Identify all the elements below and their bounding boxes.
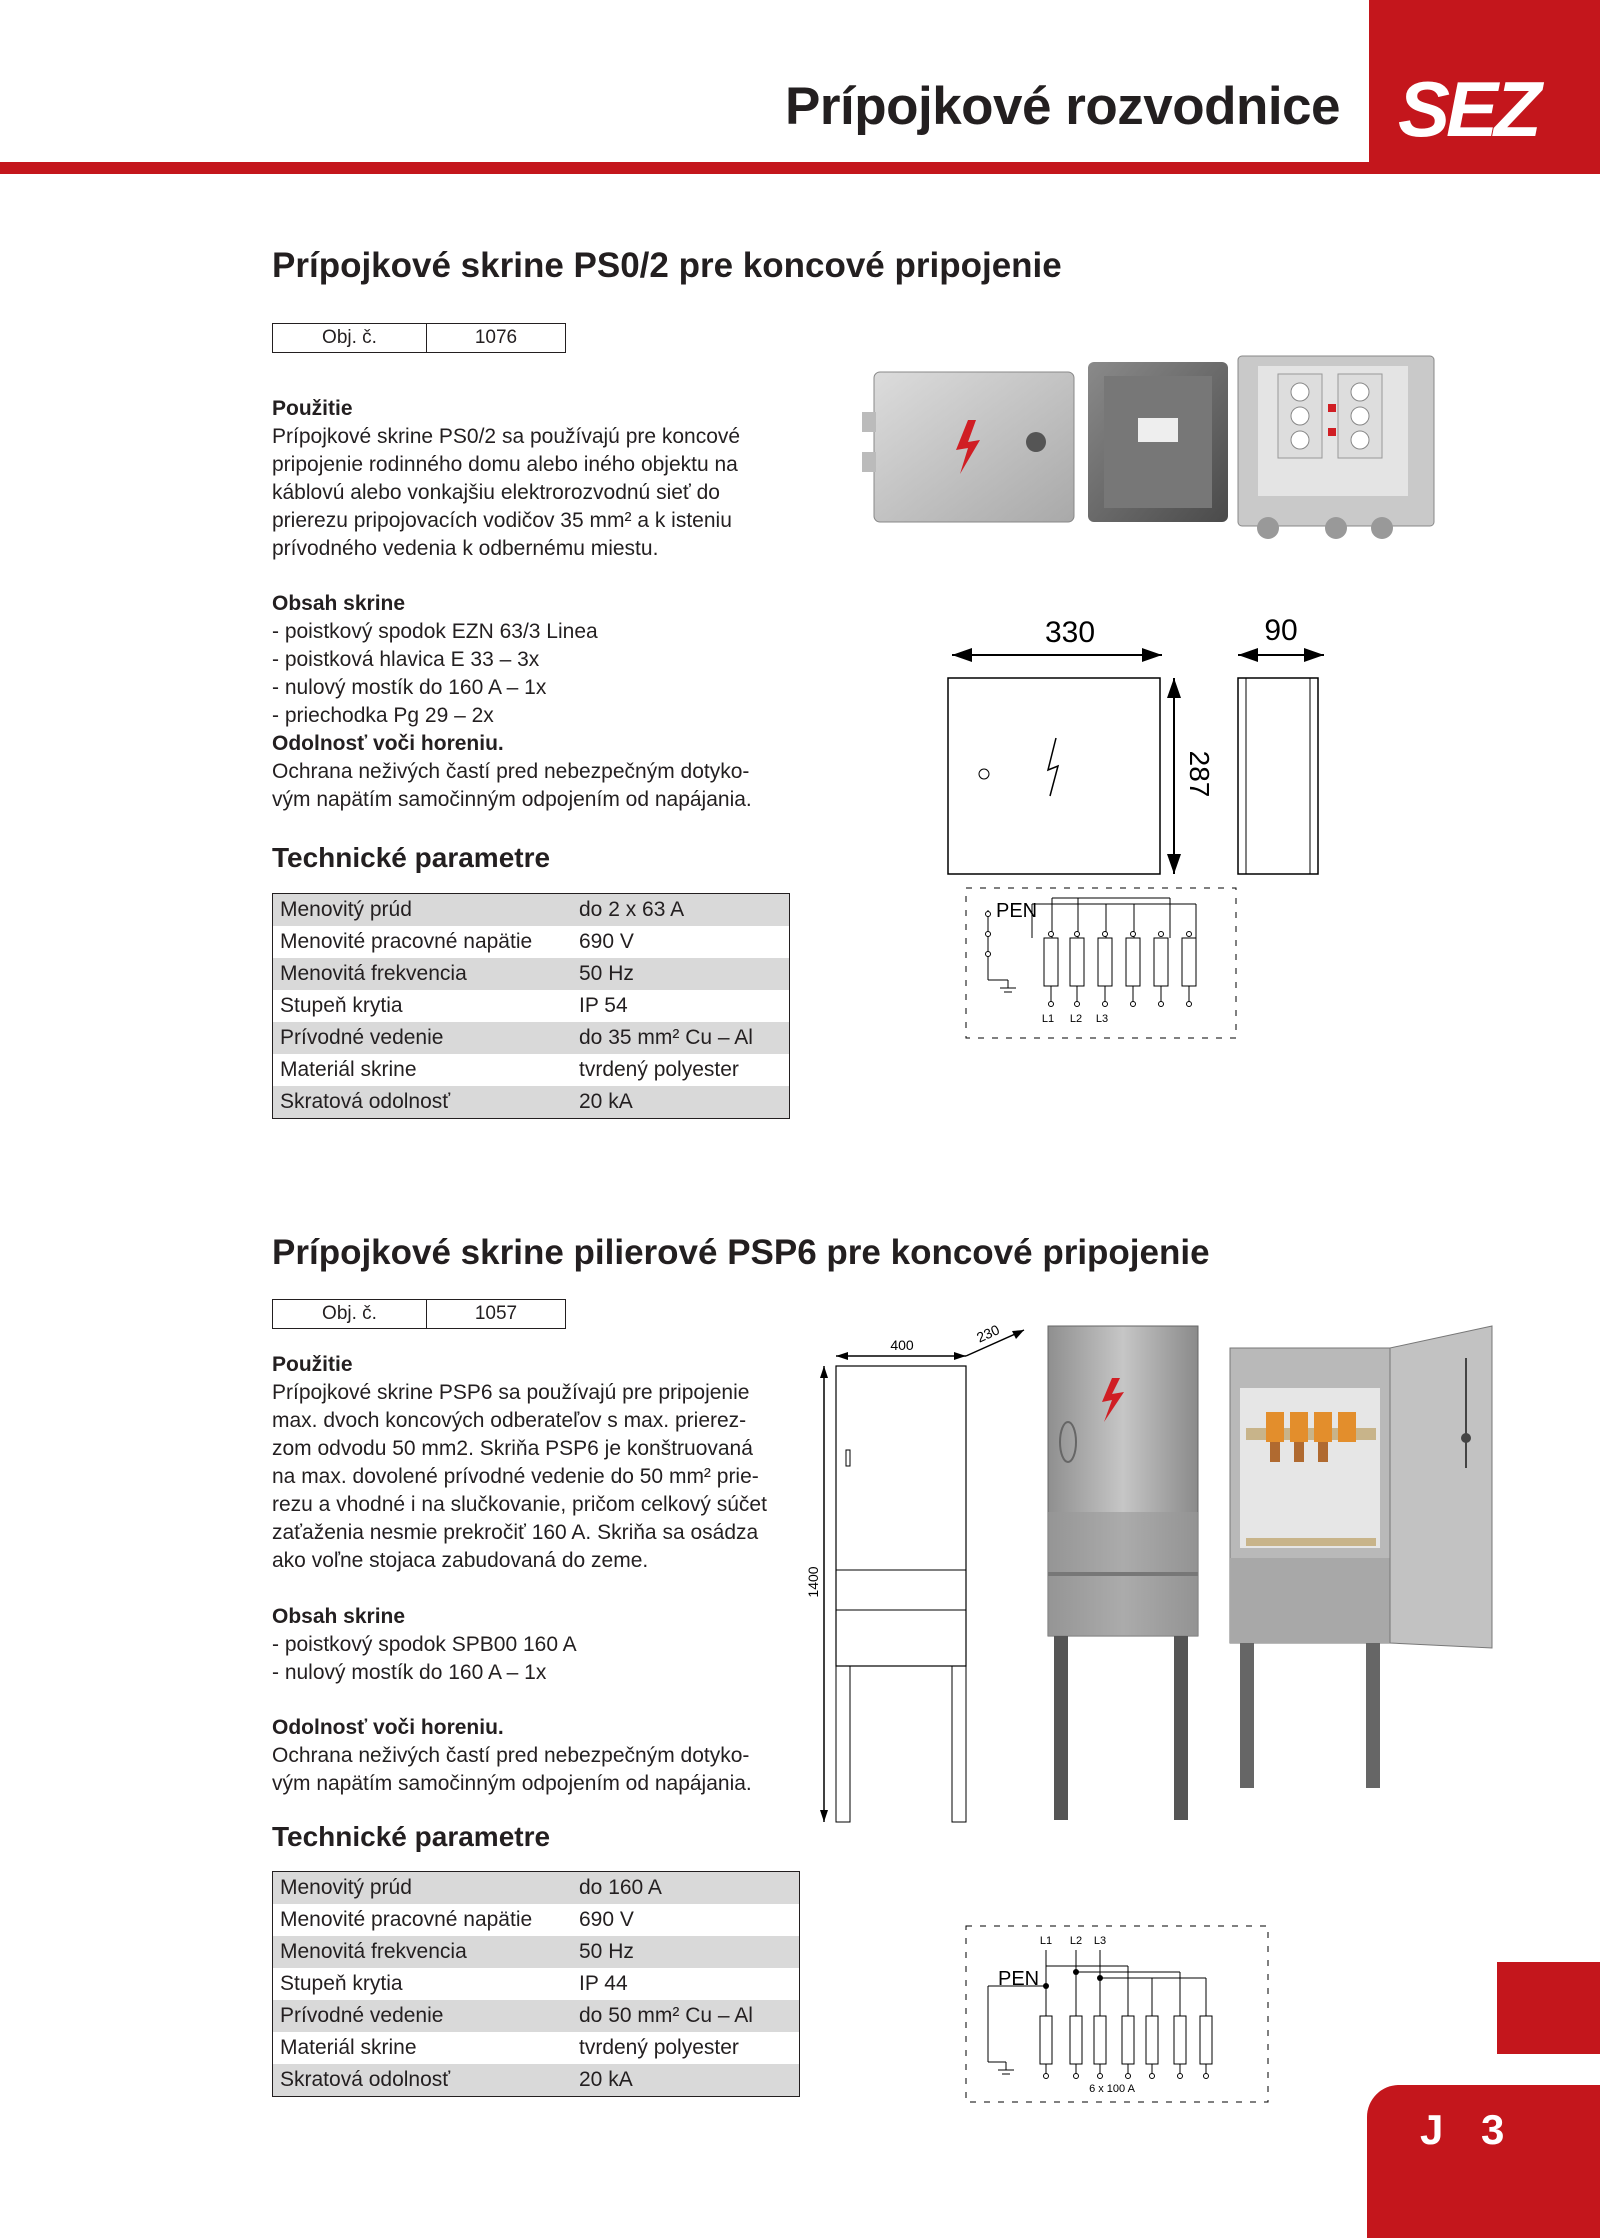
table-row bbox=[273, 926, 790, 958]
section1-title: Prípojkové skrine PS0/2 pre koncové pripojenie bbox=[272, 246, 1062, 285]
param-name: Menovitý prúd bbox=[273, 1872, 573, 1905]
depth-label: 230 bbox=[974, 1321, 1002, 1346]
param-name: Menovitá frekvencia bbox=[273, 1936, 573, 1968]
list-item: - nulový mostík do 160 A – 1x bbox=[272, 1659, 812, 1687]
section1-contents bbox=[272, 590, 812, 814]
param-value: do 160 A bbox=[572, 1872, 800, 1905]
param-name: Menovité pracovné napätie bbox=[280, 1908, 533, 1931]
usage-line: Prípojkové skrine PSP6 sa používajú pre pripojenie bbox=[272, 1381, 750, 1404]
usage-line: max. dvoch koncových odberateľov s max. prierez- bbox=[272, 1409, 747, 1432]
usage-line: Prípojkové skrine PS0/2 sa používajú pre koncové bbox=[272, 425, 741, 448]
fire-heading: Odolnosť voči horeniu. bbox=[272, 732, 504, 755]
section1-product-photo bbox=[858, 352, 1440, 548]
section2-params-table bbox=[272, 1871, 800, 2097]
param-name: Prívodné vedenie bbox=[273, 2000, 573, 2032]
table-row bbox=[273, 1872, 800, 1905]
sez-logo: SEZ bbox=[1398, 65, 1538, 153]
table-row bbox=[273, 2064, 800, 2097]
list-item: - priechodka Pg 29 – 2x bbox=[272, 702, 812, 730]
section1-dimension-drawing bbox=[936, 610, 1336, 880]
usage-line: zaťaženia nesmie prekročiť 160 A. Skriňa sa osádza bbox=[272, 1521, 759, 1544]
param-name: Stupeň krytia bbox=[280, 994, 403, 1017]
list-item: - poistkový spodok SPB00 160 A bbox=[272, 1631, 812, 1659]
param-name: Menovité pracovné napätie bbox=[280, 930, 533, 953]
contents-heading: Obsah skrine bbox=[272, 592, 406, 615]
table-row bbox=[273, 1936, 800, 1968]
fire-line: vým napätím samočinným odpojením od napájania. bbox=[272, 1772, 752, 1795]
table-row bbox=[273, 958, 790, 990]
param-value: 50 Hz bbox=[572, 958, 790, 990]
phase-label: L2 bbox=[1069, 1013, 1083, 1025]
width-label: 330 bbox=[1044, 616, 1096, 649]
usage-line: káblovú alebo vonkajšiu elektrorozvodnú sieť do bbox=[272, 481, 720, 504]
section2-title: Prípojkové skrine pilierové PSP6 pre koncové pripojenie bbox=[272, 1233, 1210, 1272]
usage-heading: Použitie bbox=[272, 397, 353, 420]
param-value: do 35 mm² Cu – Al bbox=[572, 1022, 790, 1054]
param-name: Menovitá frekvencia bbox=[273, 958, 573, 990]
param-name: Materiál skrine bbox=[280, 2036, 417, 2059]
height-label: 1400 bbox=[805, 1566, 821, 1598]
param-value: IP 54 bbox=[579, 994, 628, 1017]
usage-line: zom odvodu 50 mm2. Skriňa PSP6 je konštruovaná bbox=[272, 1437, 753, 1460]
fire-line: Ochrana neživých častí pred nebezpečným dotyko- bbox=[272, 1744, 750, 1767]
section2-open-cabinet-photo bbox=[1226, 1318, 1496, 1794]
page-number bbox=[1420, 2106, 1506, 2154]
table-row bbox=[273, 894, 790, 927]
fuse-label: 6 x 100 A bbox=[1089, 2083, 1135, 2095]
table-row bbox=[273, 1022, 790, 1054]
usage-line: rezu a vhodné i na slučkovanie, pričom celkový súčet bbox=[272, 1493, 767, 1516]
param-name: Skratová odolnosť bbox=[273, 2064, 573, 2097]
phase-label: L1 bbox=[1039, 1935, 1053, 1947]
param-value: 20 kA bbox=[572, 2064, 800, 2097]
section1-params-heading: Technické parametre bbox=[272, 842, 551, 873]
param-value: IP 44 bbox=[579, 1972, 628, 1995]
param-value: 50 Hz bbox=[572, 1936, 800, 1968]
order-value: 1057 bbox=[474, 1303, 518, 1324]
usage-line: prívodného vedenia k odbernému miestu. bbox=[272, 537, 659, 560]
param-value: do 2 x 63 A bbox=[572, 894, 790, 927]
order-value: 1076 bbox=[474, 327, 518, 348]
table-row bbox=[273, 1904, 800, 1936]
phase-label: L1 bbox=[1041, 1013, 1055, 1025]
pen-label: PEN bbox=[998, 1968, 1040, 1990]
section1-usage bbox=[272, 395, 792, 563]
section1-order-number bbox=[272, 323, 566, 353]
param-value: tvrdený polyester bbox=[579, 2036, 739, 2059]
pen-label: PEN bbox=[996, 900, 1038, 922]
table-row bbox=[273, 2032, 800, 2064]
fire-line: vým napätím samočinným odpojením od napájania. bbox=[272, 788, 752, 811]
contents-heading: Obsah skrine bbox=[272, 1605, 406, 1628]
list-item: - nulový mostík do 160 A – 1x bbox=[272, 674, 812, 702]
table-row bbox=[273, 1086, 790, 1119]
section2-closed-cabinet-photo bbox=[1044, 1322, 1204, 1826]
usage-line: pripojenie rodinného domu alebo iného objektu na bbox=[272, 453, 738, 476]
page-title: Prípojkové rozvodnice bbox=[785, 77, 1340, 136]
table-row bbox=[273, 1968, 800, 2000]
order-label: Obj. č. bbox=[273, 1300, 427, 1328]
section2-dimension-drawing bbox=[805, 1310, 1030, 1830]
usage-line: na max. dovolené prívodné vedenie do 50 mm² prie- bbox=[272, 1465, 759, 1488]
section1-params-table bbox=[272, 893, 790, 1119]
header-rule bbox=[0, 162, 1600, 174]
fire-heading: Odolnosť voči horeniu. bbox=[272, 1716, 504, 1739]
phase-label: L3 bbox=[1095, 1013, 1109, 1025]
order-label: Obj. č. bbox=[273, 324, 427, 352]
height-label: 287 bbox=[1184, 750, 1215, 798]
param-value: tvrdený polyester bbox=[579, 1058, 739, 1081]
width-label: 400 bbox=[890, 1337, 914, 1353]
depth-label: 90 bbox=[1264, 614, 1298, 647]
side-tab bbox=[1497, 1962, 1600, 2054]
phase-label: L2 bbox=[1069, 1935, 1083, 1947]
section-letter: J bbox=[1420, 2106, 1446, 2153]
list-item: - poistková hlavica E 33 – 3x bbox=[272, 646, 812, 674]
usage-line: prierezu pripojovacích vodičov 35 mm² a k isteniu bbox=[272, 509, 732, 532]
section2-order-number bbox=[272, 1299, 566, 1329]
table-row bbox=[273, 1054, 790, 1086]
phase-label: L3 bbox=[1093, 1935, 1107, 1947]
section2-contents bbox=[272, 1603, 812, 1687]
param-value: 690 V bbox=[579, 930, 634, 953]
table-row bbox=[273, 2000, 800, 2032]
list-item: - poistkový spodok EZN 63/3 Linea bbox=[272, 618, 812, 646]
param-value: 690 V bbox=[579, 1908, 634, 1931]
param-name: Prívodné vedenie bbox=[273, 1022, 573, 1054]
section2-params-heading: Technické parametre bbox=[272, 1821, 551, 1852]
section2-usage bbox=[272, 1351, 812, 1575]
param-name: Menovitý prúd bbox=[273, 894, 573, 927]
param-name: Materiál skrine bbox=[280, 1058, 417, 1081]
section1-schematic bbox=[962, 884, 1242, 1042]
table-row bbox=[273, 990, 790, 1022]
usage-heading: Použitie bbox=[272, 1353, 353, 1376]
usage-line: ako voľne stojaca zabudovaná do zeme. bbox=[272, 1549, 649, 1572]
param-value: 20 kA bbox=[572, 1086, 790, 1119]
page-number-value: 3 bbox=[1481, 2106, 1507, 2153]
fire-line: Ochrana neživých častí pred nebezpečným dotyko- bbox=[272, 760, 750, 783]
section2-schematic bbox=[962, 1922, 1274, 2104]
param-value: do 50 mm² Cu – Al bbox=[572, 2000, 800, 2032]
param-name: Stupeň krytia bbox=[280, 1972, 403, 1995]
lock-icon bbox=[1026, 432, 1046, 452]
section2-fire bbox=[272, 1714, 812, 1798]
param-name: Skratová odolnosť bbox=[273, 1086, 573, 1119]
